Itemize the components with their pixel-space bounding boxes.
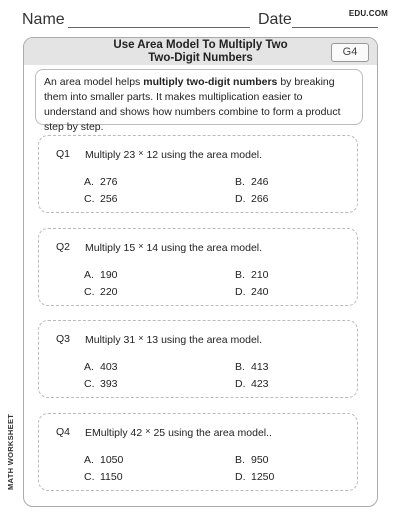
option-value: 403 bbox=[100, 361, 118, 373]
option-value: 423 bbox=[251, 378, 269, 390]
option-value: 246 bbox=[251, 176, 269, 188]
option-letter: C. bbox=[84, 193, 95, 205]
intro-box bbox=[35, 69, 363, 133]
option-c[interactable] bbox=[84, 193, 118, 205]
option-letter: C. bbox=[84, 286, 95, 298]
question-card-2 bbox=[38, 228, 358, 306]
option-letter: A. bbox=[84, 269, 94, 281]
option-letter: A. bbox=[84, 176, 94, 188]
option-value: 220 bbox=[100, 286, 118, 298]
question-text bbox=[85, 333, 262, 346]
option-value: 1250 bbox=[251, 471, 275, 483]
option-letter: B. bbox=[235, 269, 245, 281]
option-value: 266 bbox=[251, 193, 269, 205]
option-letter: A. bbox=[84, 361, 94, 373]
question-number: Q3 bbox=[56, 333, 71, 345]
question-text-start: Multiply 15 bbox=[85, 242, 136, 254]
option-letter: D. bbox=[235, 286, 246, 298]
option-letter: C. bbox=[84, 378, 95, 390]
question-text-end: 13 using the area model. bbox=[146, 334, 263, 346]
option-b[interactable] bbox=[235, 454, 269, 466]
option-value: 190 bbox=[100, 269, 118, 281]
question-text-end: 14 using the area model. bbox=[146, 242, 263, 254]
option-d[interactable] bbox=[235, 193, 269, 205]
times-icon: × bbox=[145, 426, 151, 436]
question-card-1 bbox=[38, 135, 358, 213]
date-label: Date bbox=[258, 11, 292, 28]
option-letter: C. bbox=[84, 471, 95, 483]
intro-text-start: An area model helps bbox=[44, 76, 144, 88]
times-icon: × bbox=[138, 333, 144, 343]
option-a[interactable] bbox=[84, 176, 118, 188]
question-text-start: EMultiply 42 bbox=[85, 427, 143, 439]
option-a[interactable] bbox=[84, 361, 118, 373]
question-card-3 bbox=[38, 320, 358, 398]
option-letter: B. bbox=[235, 176, 245, 188]
grade-badge: G4 bbox=[331, 43, 369, 62]
title-line-2: Two-Digit Numbers bbox=[148, 52, 253, 64]
question-text bbox=[85, 241, 262, 254]
intro-text-bold: multiply two-digit numbers bbox=[143, 76, 278, 88]
question-text-end: 25 using the area model.. bbox=[153, 427, 272, 439]
option-letter: D. bbox=[235, 193, 246, 205]
option-value: 240 bbox=[251, 286, 269, 298]
question-number: Q2 bbox=[56, 241, 71, 253]
option-value: 413 bbox=[251, 361, 269, 373]
option-value: 210 bbox=[251, 269, 269, 281]
option-value: 1050 bbox=[100, 454, 124, 466]
times-icon: × bbox=[138, 148, 144, 158]
question-number: Q1 bbox=[56, 148, 71, 160]
name-label: Name bbox=[22, 11, 65, 28]
option-value: 393 bbox=[100, 378, 118, 390]
question-text-start: Multiply 31 bbox=[85, 334, 136, 346]
option-d[interactable] bbox=[235, 471, 274, 483]
question-card-4 bbox=[38, 413, 358, 491]
option-b[interactable] bbox=[235, 176, 269, 188]
question-number: Q4 bbox=[56, 426, 71, 438]
option-c[interactable] bbox=[84, 286, 118, 298]
option-letter: D. bbox=[235, 378, 246, 390]
title-line-1: Use Area Model To Multiply Two bbox=[113, 39, 288, 51]
side-label: MATH WORKSHEET bbox=[6, 413, 15, 490]
option-c[interactable] bbox=[84, 378, 118, 390]
option-letter: B. bbox=[235, 361, 245, 373]
option-a[interactable] bbox=[84, 454, 123, 466]
option-value: 276 bbox=[100, 176, 118, 188]
worksheet-title bbox=[84, 39, 317, 65]
date-line bbox=[292, 27, 378, 28]
intro-text-end: by breaking them into smaller parts. It makes multiplication easier to understand and shows how numbers combine to form a product step by step. bbox=[44, 76, 341, 133]
option-d[interactable] bbox=[235, 378, 269, 390]
title-band bbox=[24, 38, 377, 65]
option-value: 1150 bbox=[100, 471, 123, 483]
name-line bbox=[68, 27, 250, 28]
question-text bbox=[85, 148, 262, 161]
brand-logo: EDU.COM bbox=[348, 9, 388, 18]
option-d[interactable] bbox=[235, 286, 269, 298]
option-a[interactable] bbox=[84, 269, 118, 281]
option-value: 950 bbox=[251, 454, 269, 466]
times-icon: × bbox=[138, 241, 144, 251]
option-letter: B. bbox=[235, 454, 245, 466]
option-letter: D. bbox=[235, 471, 246, 483]
option-value: 256 bbox=[100, 193, 118, 205]
question-text-end: 12 using the area model. bbox=[146, 149, 263, 161]
option-b[interactable] bbox=[235, 361, 269, 373]
option-letter: A. bbox=[84, 454, 94, 466]
question-text-start: Multiply 23 bbox=[85, 149, 136, 161]
option-c[interactable] bbox=[84, 471, 123, 483]
option-b[interactable] bbox=[235, 269, 269, 281]
question-text bbox=[85, 426, 272, 439]
